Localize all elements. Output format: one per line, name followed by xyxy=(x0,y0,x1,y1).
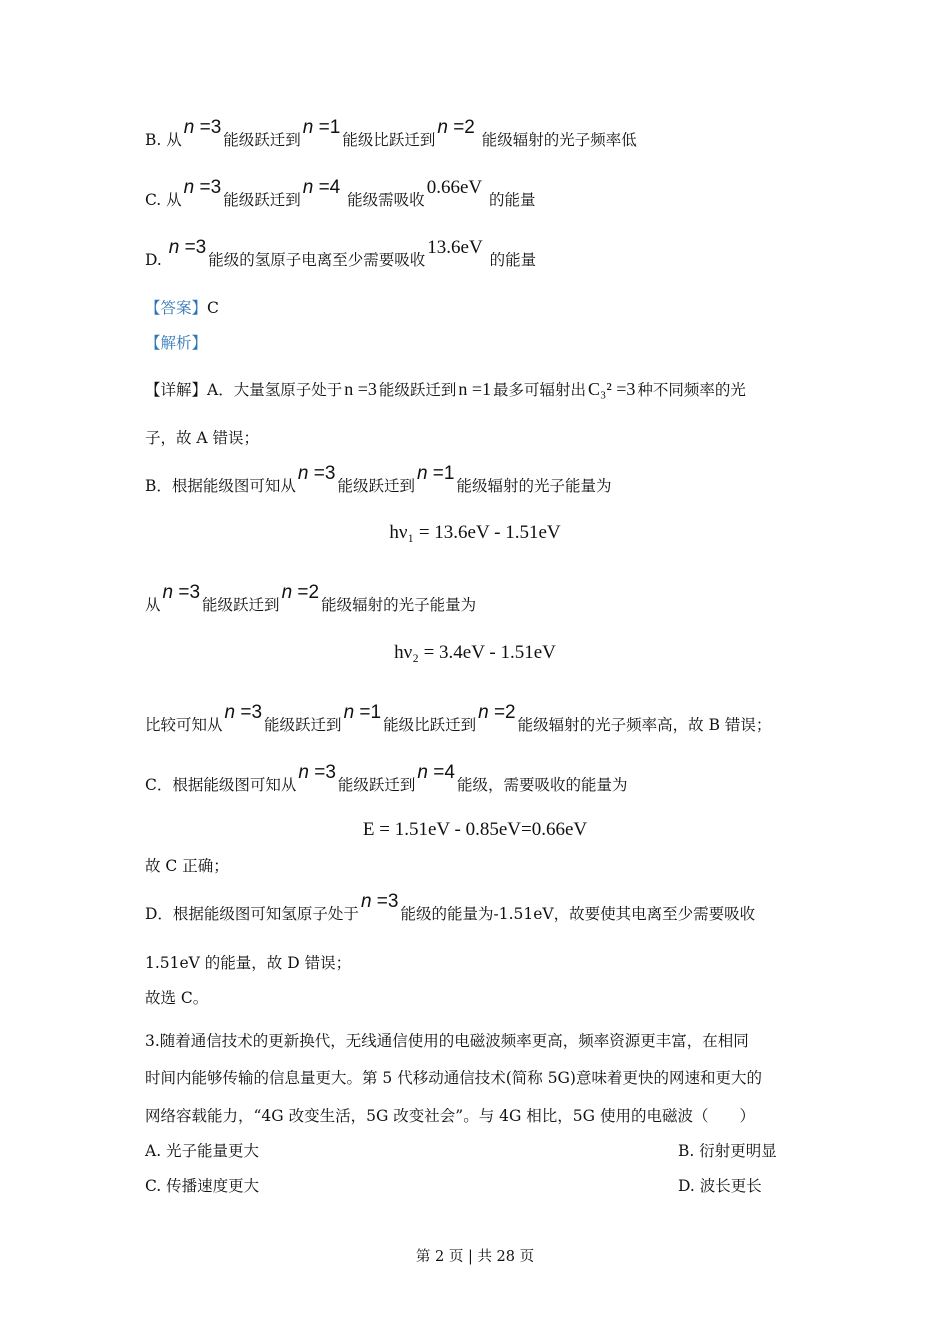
text-line xyxy=(145,702,772,735)
text: 能级比跃迁到 xyxy=(342,131,436,149)
text: 能级跃迁到 xyxy=(223,131,301,149)
math-expression: n =3 xyxy=(162,582,201,603)
page-footer: 第 2 页 | 共 28 页 xyxy=(415,1249,535,1265)
text: 最多可辐射出 xyxy=(493,381,587,399)
text-line xyxy=(145,988,208,1008)
section-label: 【解析】 xyxy=(145,334,208,352)
text: D. xyxy=(145,251,167,269)
text-line xyxy=(145,891,756,924)
option: B. 衍射更明显 xyxy=(678,1142,777,1160)
math-expression: n =1 xyxy=(343,702,382,723)
text-line xyxy=(145,177,536,210)
text-line xyxy=(145,463,612,496)
text: 能级跃迁到 xyxy=(264,716,342,734)
math-expression: n =2 xyxy=(437,117,475,138)
text: 的能量 xyxy=(484,191,536,209)
equation: hν₁ = 13.6eV - 1.51eV xyxy=(389,522,561,543)
text-line xyxy=(145,582,477,615)
text: A. 光子能量更大 xyxy=(145,1142,260,1160)
text: 故选 C。 xyxy=(145,989,209,1007)
math-expression: 13.6eV xyxy=(427,237,483,258)
text: 能级的能量为-1.51eV，故要使其电离至少需要吸收 xyxy=(400,905,756,923)
text: 故 C 正确； xyxy=(145,857,229,875)
text: 能级辐射的光子频率低 xyxy=(476,131,637,149)
text: 【详解】A．大量氢原子处于 xyxy=(145,381,343,399)
text-line xyxy=(145,428,259,448)
text: 子，故 A 错误； xyxy=(145,429,260,447)
text: 能级跃迁到 xyxy=(202,596,280,614)
section-label: 【答案】 xyxy=(145,299,208,317)
text-line xyxy=(0,820,950,840)
text: 比较可知从 xyxy=(145,716,223,734)
text-line xyxy=(0,643,950,663)
math-expression: n =1 xyxy=(458,379,492,399)
math-expression: n =3 xyxy=(360,891,399,912)
text: 种不同频率的光 xyxy=(637,381,746,399)
text: 从 xyxy=(145,596,161,614)
text-line xyxy=(0,523,950,543)
math-expression: n =3 xyxy=(224,702,263,723)
text: 能级跃迁到 xyxy=(337,776,416,794)
text-line xyxy=(145,237,537,270)
text: 能级跃迁到 xyxy=(378,381,457,399)
math-expression: 0.66eV xyxy=(426,177,483,198)
text: 网络容载能力，“4G 改变生活，5G 改变社会”。与 4G 相比，5G 使用的电磁波（ ） xyxy=(145,1107,755,1125)
text-line xyxy=(145,1176,762,1196)
math-expression: n =2 xyxy=(478,702,516,723)
math-expression: n =3 xyxy=(168,237,207,258)
text: B. 从 xyxy=(145,131,182,149)
text: C xyxy=(207,299,219,317)
text-line xyxy=(145,298,219,318)
text: 的能量 xyxy=(484,251,537,269)
text: 能级辐射的光子能量为 xyxy=(456,477,612,495)
text: 1.51eV 的能量，故 D 错误； xyxy=(145,954,352,972)
text-line xyxy=(145,1068,762,1088)
text-line xyxy=(145,1141,777,1161)
text: 3.随着通信技术的更新换代，无线通信使用的电磁波频率更高，频率资源更丰富，在相同 xyxy=(145,1032,749,1050)
math-expression: n =2 xyxy=(281,582,320,603)
text: C. 传播速度更大 xyxy=(145,1177,260,1195)
text-line xyxy=(145,379,746,400)
text: 能级跃迁到 xyxy=(337,477,415,495)
text-line xyxy=(145,856,229,876)
equation: E = 1.51eV - 0.85eV=0.66eV xyxy=(362,819,588,840)
math-expression: n =1 xyxy=(416,463,455,484)
math-expression: n =3 xyxy=(344,379,377,399)
text: C．根据能级图可知从 xyxy=(145,776,297,794)
text: 能级，需要吸收的能量为 xyxy=(456,776,628,794)
text: 能级辐射的光子能量为 xyxy=(321,596,477,614)
math-expression: n =3 xyxy=(297,463,336,484)
text: 能级需吸收 xyxy=(342,191,425,209)
equation: hν₂ = 3.4eV - 1.51eV xyxy=(394,642,556,663)
option: D. 波长更长 xyxy=(678,1177,762,1195)
math-expression: n =3 xyxy=(298,762,336,783)
text-line xyxy=(145,1031,749,1051)
text: C. 从 xyxy=(145,191,182,209)
math-expression: C₃² =3 xyxy=(588,379,636,399)
text: 能级的氢原子电离至少需要吸收 xyxy=(208,251,426,269)
text-line xyxy=(145,953,351,973)
text: D．根据能级图可知氢原子处于 xyxy=(145,905,359,923)
text-line xyxy=(145,762,628,795)
text: 能级比跃迁到 xyxy=(383,716,477,734)
text: 能级跃迁到 xyxy=(223,191,301,209)
math-expression: n =1 xyxy=(302,117,341,138)
text-line xyxy=(145,333,207,353)
math-expression: n =4 xyxy=(302,177,341,198)
text: 能级辐射的光子频率高，故 B 错误； xyxy=(517,716,772,734)
math-expression: n =3 xyxy=(183,117,222,138)
text-line xyxy=(145,117,637,150)
math-expression: n =3 xyxy=(183,177,222,198)
text: 时间内能够传输的信息量更大。第 5 代移动通信技术(简称 5G)意味着更快的网速和更大的 xyxy=(145,1069,762,1087)
text-line xyxy=(145,1106,755,1126)
text: B．根据能级图可知从 xyxy=(145,477,296,495)
math-expression: n =4 xyxy=(417,762,455,783)
